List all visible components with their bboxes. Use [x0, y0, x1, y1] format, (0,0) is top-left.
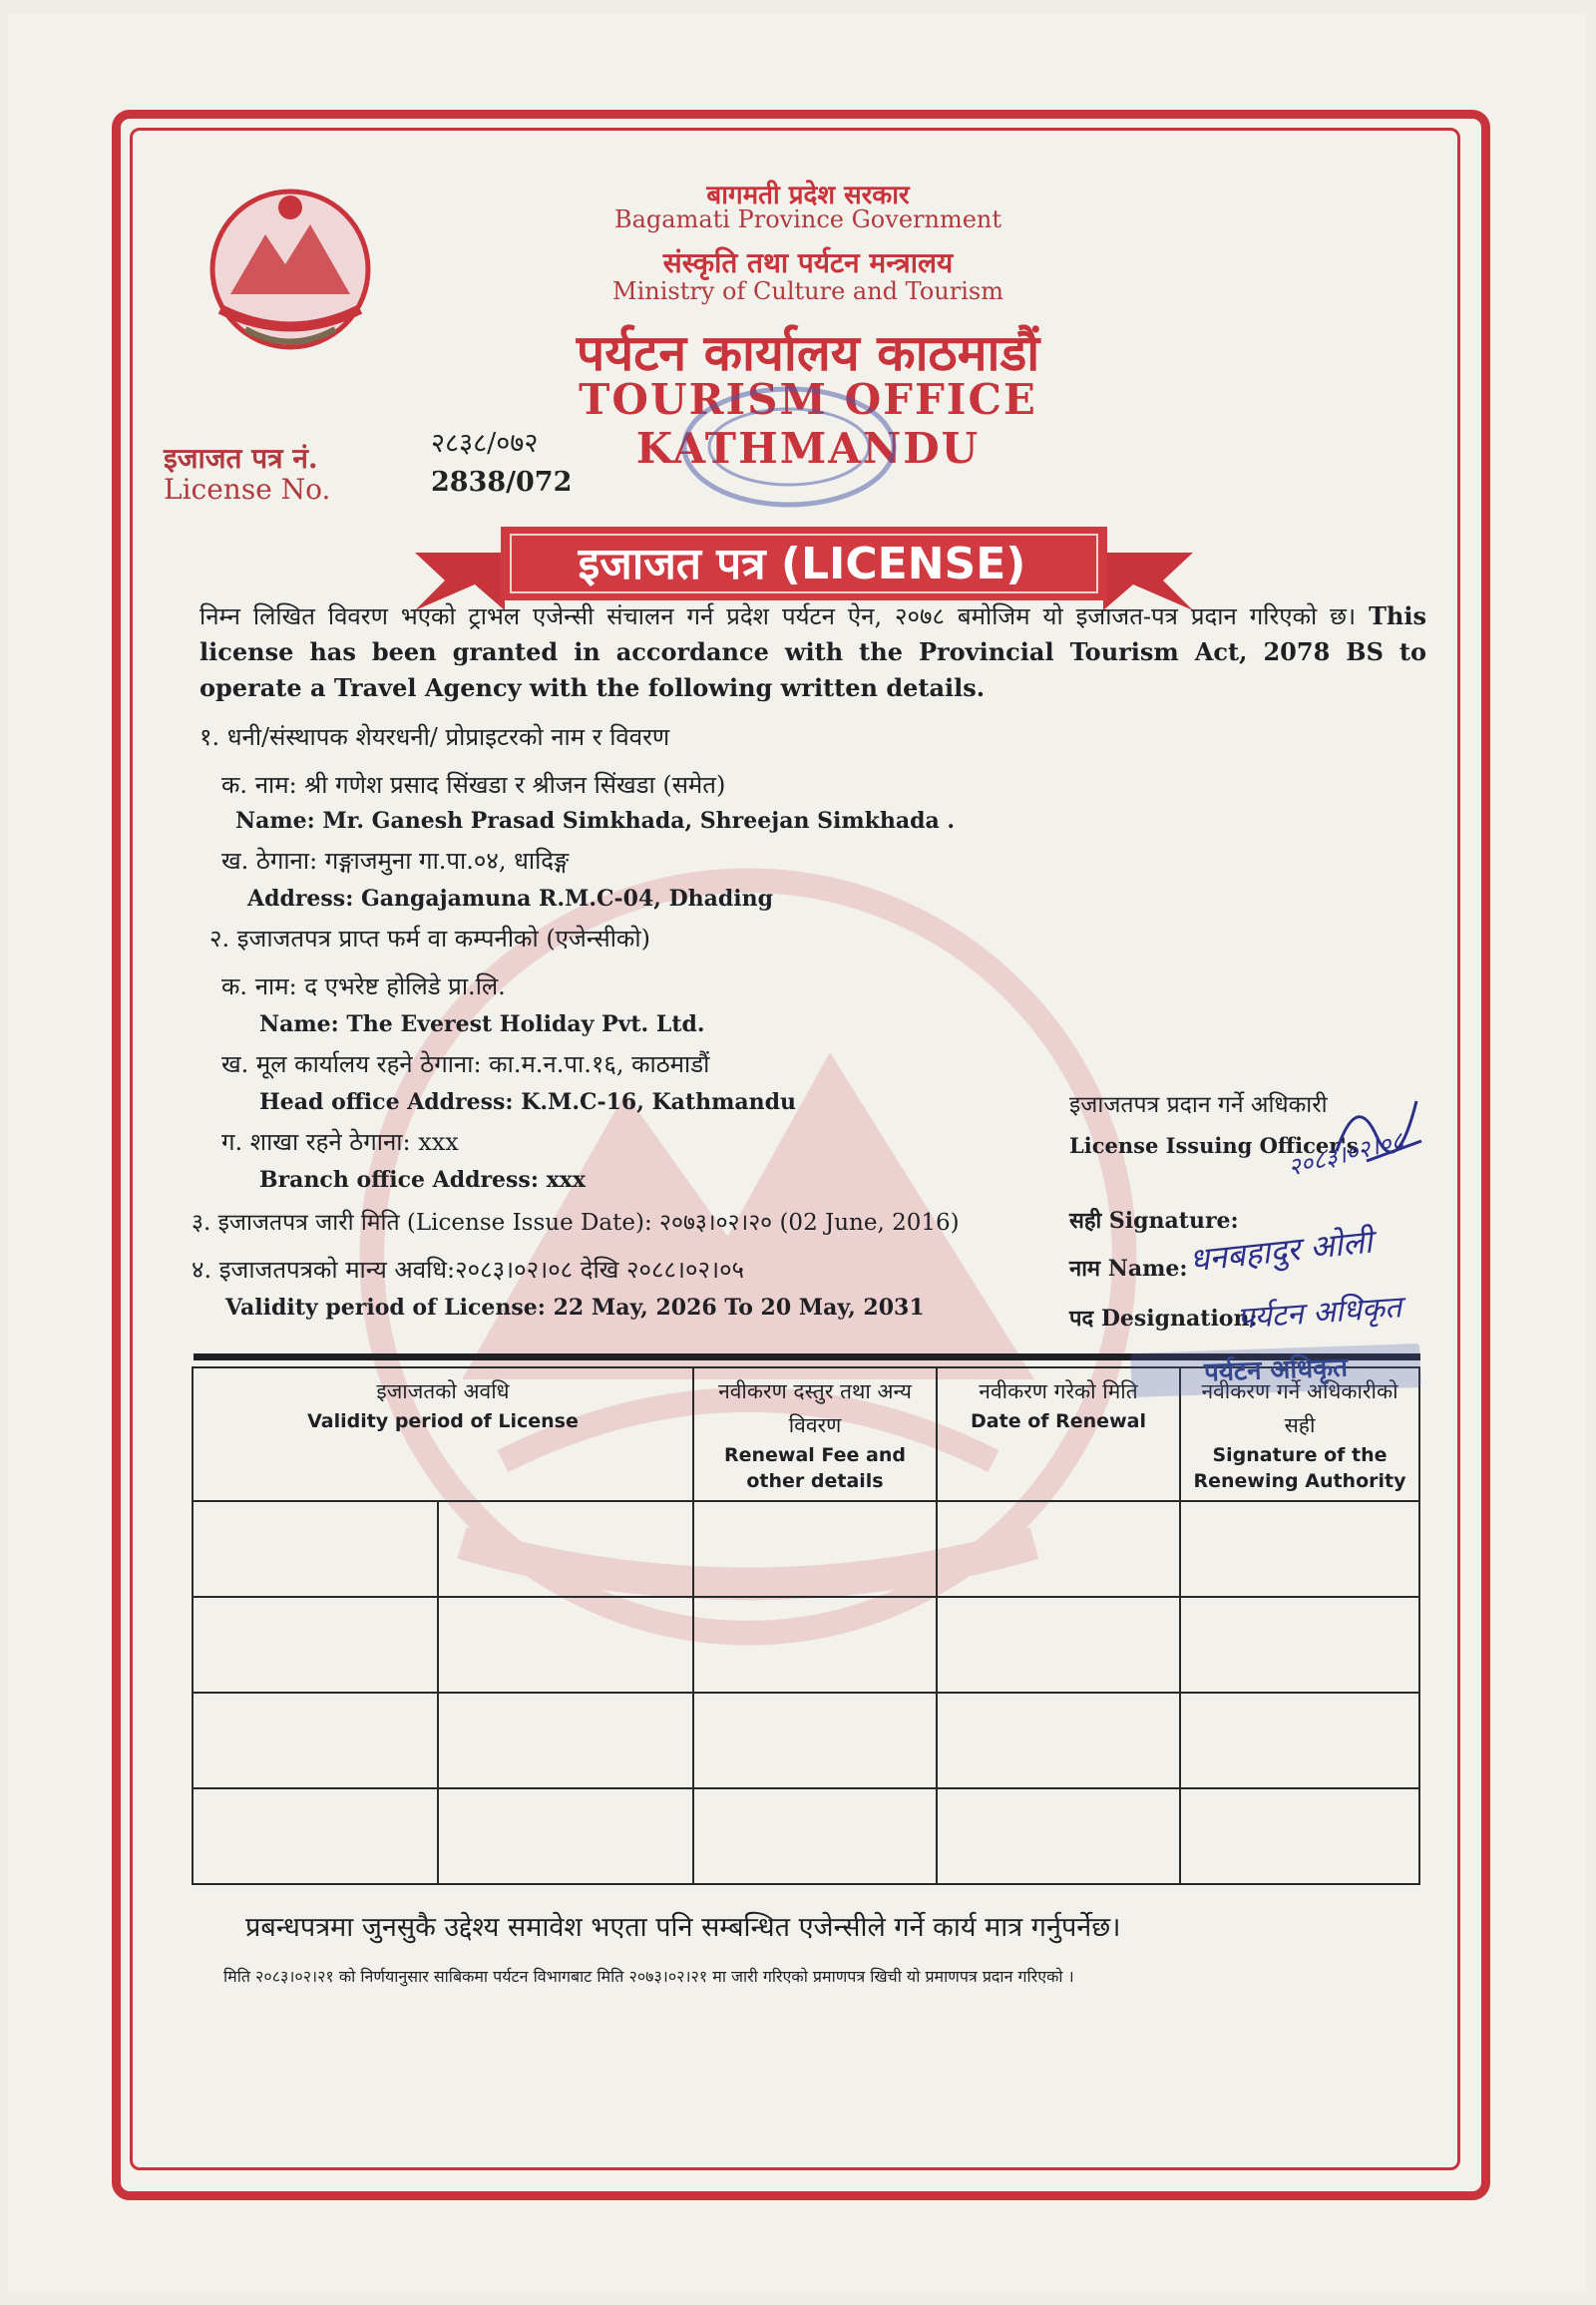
table-row	[193, 1693, 1419, 1788]
header-validity: इजाजतको अवधि Validity period of License	[193, 1367, 693, 1501]
owner-address-np: ख. ठेगाना: गङ्गाजमुना गा.पा.०४, धादिङ्ग	[221, 847, 570, 875]
license-no-label-np: इजाजत पत्र नं.	[164, 442, 318, 475]
table-row	[193, 1788, 1419, 1884]
owner-address-en: Address: Gangajamuna R.M.C-04, Dhading	[247, 886, 774, 912]
renewal-table	[192, 1366, 1420, 1885]
header-renewal-fee: नवीकरण दस्तुर तथा अन्य विवरण Renewal Fee and other details	[693, 1367, 937, 1501]
province-name-np: बागमती प्रदेश सरकार	[706, 181, 910, 210]
issue-date: ३. इजाजतपत्र जारी मिति (License Issue Date): २०७३।०२।२० (02 June, 2016)	[192, 1210, 960, 1236]
owner-name-en: Name: Mr. Ganesh Prasad Simkhada, Shreejan Simkhada .	[235, 808, 956, 834]
validity-np: ४. इजाजतपत्रको मान्य अवधि:२०८३।०२।०८ देखि २०८८।०२।०५	[192, 1256, 745, 1284]
table-row	[193, 1597, 1419, 1693]
section-1-title: १. धनी/संस्थापक शेयरधनी/ प्रोप्राइटरको नाम र विवरण	[200, 723, 670, 751]
owner-name-np: क. नाम: श्री गणेश प्रसाद सिंखडा र श्रीजन सिंखडा (समेत)	[221, 771, 726, 799]
header-date-of-renewal: नवीकरण गरेको मिति Date of Renewal	[937, 1367, 1180, 1501]
footer-small-note: मिति २०८३।०२।२१ को निर्णयानुसार साबिकमा पर्यटन विभागबाट मिति २०७३।०२।२१ मा जारी गरिएको प्रमाणपत्र खिची यो प्रमाणपत्र प्रदान गरिएको ।	[223, 1967, 1074, 1986]
designation-label: पद Designation:	[1069, 1306, 1258, 1332]
nepal-emblem-icon	[186, 180, 395, 369]
designation-stamp: पर्यटन अधिकृत	[1130, 1344, 1420, 1397]
validity-en: Validity period of License: 22 May, 2026 To 20 May, 2031	[225, 1295, 925, 1321]
branch-office-np: ग. शाखा रहने ठेगाना: xxx	[221, 1128, 459, 1156]
branch-office-en: Branch office Address: xxx	[259, 1167, 586, 1193]
head-office-np: ख. मूल कार्यालय रहने ठेगाना: का.म.न.पा.१६, काठमाडौं	[221, 1050, 710, 1078]
license-no-value-np: २८३८/०७२	[431, 428, 539, 459]
section-2-title: २. इजाजतपत्र प्राप्त फर्म वा कम्पनीको (एजेन्सीको)	[209, 925, 650, 953]
handwritten-name: धनबहादुर ओली	[1187, 1222, 1375, 1280]
company-name-np: क. नाम: द एभरेष्ट होलिडे प्रा.लि.	[221, 972, 506, 1000]
footer-note: प्रबन्धपत्रमा जुनसुकै उद्देश्य समावेश भएता पनि सम्बन्धित एजेन्सीले गर्ने कार्य मात्र गर्नुपर्नेछ।	[245, 1912, 1121, 1943]
province-name-en: Bagamati Province Government	[613, 205, 1002, 233]
issuing-authority-title-en: License Issuing Officer's	[1069, 1133, 1359, 1158]
handwritten-date: २०८३।०२।०८	[1285, 1126, 1406, 1182]
table-row	[193, 1501, 1419, 1597]
ministry-name-en: Ministry of Culture and Tourism	[612, 277, 1003, 305]
header-renewing-signature: नवीकरण गर्ने अधिकारीको सही Signature of the Renewing Authority	[1180, 1367, 1419, 1501]
intro-paragraph	[200, 598, 1426, 706]
ministry-name-np: संस्कृति तथा पर्यटन मन्त्रालय	[662, 246, 954, 279]
name-label: नाम Name:	[1069, 1256, 1188, 1282]
office-name-en: TOURISM OFFICE KATHMANDU	[579, 375, 1037, 473]
office-stamp-icon	[674, 377, 904, 517]
license-no-value-en: 2838/072	[431, 467, 573, 498]
company-name-en: Name: The Everest Holiday Pvt. Ltd.	[259, 1011, 705, 1037]
office-name-np: पर्यटन कार्यालय काठमाडौं	[576, 323, 1040, 382]
intro-en: This license has been granted in accordance with the Provincial Tourism Act, 2078 BS to operate a Travel Agency with the following written details.	[200, 601, 1426, 702]
license-title: इजाजत पत्र (LICENSE)	[578, 539, 1026, 589]
signature-label: सही Signature:	[1069, 1208, 1239, 1234]
license-no-label-en: License No.	[164, 473, 331, 506]
handwritten-designation: पर्यटन अधिकृत	[1236, 1290, 1403, 1337]
head-office-en: Head office Address: K.M.C-16, Kathmandu	[259, 1089, 797, 1115]
issuing-authority-title-np: इजाजतपत्र प्रदान गर्ने अधिकारी	[1069, 1092, 1328, 1118]
intro-np: निम्न लिखित विवरण भएको ट्राभल एजेन्सी संचालन गर्न प्रदेश पर्यटन ऐन, २०७८ बमोजिम यो इजाजत-पत्र प्रदान गरिएको छ।	[200, 602, 1357, 630]
